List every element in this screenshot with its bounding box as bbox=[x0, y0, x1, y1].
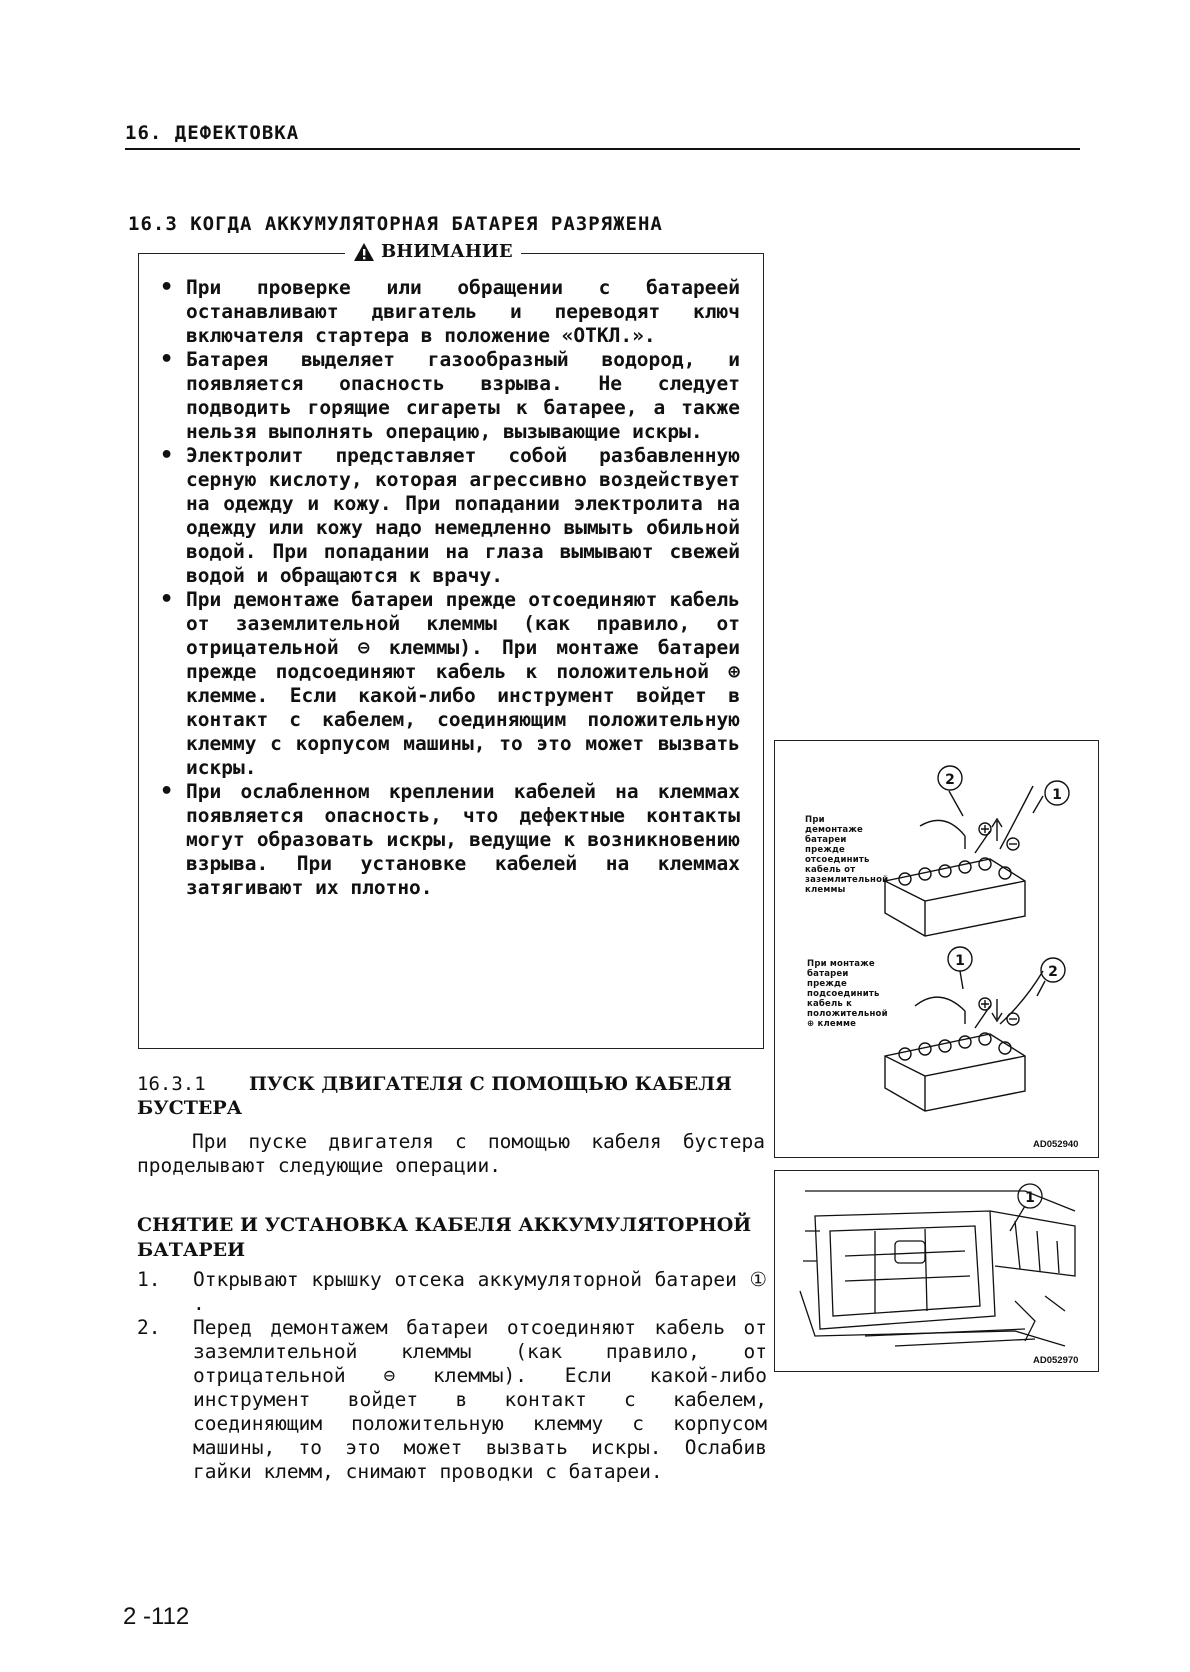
figure-code: AD052970 bbox=[1033, 1355, 1079, 1366]
procedure-step bbox=[137, 1268, 767, 1316]
warning-item: • При демонтаже батареи прежде отсоединяют кабель от заземлительной клеммы (как правило, от отрицательной ⊖ клеммы). При монтаже батареи прежде подсоединяют кабель к положительной ⊕ клемме. Если какой-либо инструмент войдет в контакт с кабелем, соединяющим положительную клемму с корпусом машины, то это может вызвать искры. bbox=[158, 588, 740, 780]
battery-cable-figure bbox=[774, 740, 1099, 1158]
subsection-title: ПУСК ДВИГАТЕЛЯ С ПОМОЩЬЮ КАБЕЛЯ БУСТЕРА bbox=[137, 1073, 732, 1119]
step-text: Перед демонтажем батареи отсоединяют кабель от заземлительной клеммы (как правило, от отрицательной ⊖ клеммы). Если какой-либо инструмент войдет в контакт с кабелем, соединяющим положительную клемму с корпусом машины, то это может вызвать искры. Ослабив гайки клемм, снимают проводки с батареи. bbox=[193, 1316, 767, 1483]
warning-item: • При проверке или обращении с батареей останавливают двигатель и переводят ключ включателя стартера в положение «ОТКЛ.». bbox=[158, 276, 740, 348]
step-number: 1. bbox=[137, 1268, 161, 1291]
warning-label: ВНИМАНИЕ bbox=[381, 241, 513, 262]
compartment-diagram bbox=[775, 1171, 1098, 1371]
warning-item: • Батарея выделяет газообразный водород, и появляется опасность взрыва. Не следует подводить горящие сигареты к батарее, а также нельзя выполнять операцию, вызывающие искры. bbox=[158, 348, 740, 444]
running-header: 16. ДЕФЕКТОВКА bbox=[125, 122, 300, 144]
procedure-steps bbox=[137, 1268, 767, 1484]
step-text: Открывают крышку отсека аккумуляторной батареи ① . bbox=[193, 1268, 767, 1315]
step-number: 2. bbox=[137, 1316, 161, 1339]
page-number: 2 -112 bbox=[123, 1603, 190, 1630]
figure-note-removal: При демонтаже батареи прежде отсоединить кабель от заземлительной клеммы bbox=[805, 815, 889, 895]
warning-heading bbox=[345, 241, 521, 262]
warning-item: • Электролит представляет собой разбавленную серную кислоту, которая агрессивно воздействует на одежду и кожу. При попадании электролита на одежду или кожу надо немедленно вымыть обильной водой. При попадании на глаза вымывают свежей водой и обращаются к врачу. bbox=[158, 444, 740, 588]
warning-triangle-icon bbox=[353, 242, 375, 262]
subsection-intro: При пуске двигателя с помощью кабеля бустера проделывают следующие операции. bbox=[137, 1130, 765, 1177]
procedure-step bbox=[137, 1316, 767, 1484]
figure-code: AD052940 bbox=[1033, 1139, 1079, 1150]
figure-note-install: При монтаже батареи прежде подсоединить кабель к положительной ⊕ клемме bbox=[807, 959, 888, 1029]
callout-label: 2 bbox=[945, 772, 955, 788]
warning-list bbox=[158, 276, 740, 900]
header-rule bbox=[125, 148, 1080, 150]
callout-label: 1 bbox=[955, 953, 965, 969]
battery-compartment-figure bbox=[774, 1170, 1099, 1372]
procedure-title: СНЯТИЕ И УСТАНОВКА КАБЕЛЯ АККУМУЛЯТОРНОЙ БАТАРЕИ bbox=[137, 1214, 752, 1261]
battery-diagram bbox=[775, 741, 1098, 1157]
callout-label: 1 bbox=[1052, 787, 1062, 803]
callout-label: 2 bbox=[1048, 964, 1058, 980]
section-title: 16.3 КОГДА АККУМУЛЯТОРНАЯ БАТАРЕЯ РАЗРЯЖЕНА bbox=[128, 213, 663, 235]
subsection-number: 16.3.1 bbox=[137, 1073, 206, 1095]
callout-label: 1 bbox=[1025, 1190, 1035, 1206]
battery-illustration-bottom bbox=[885, 971, 1043, 1111]
warning-item: • При ослабленном креплении кабелей на клеммах появляется опасность, что дефектные контакты могут образовать искры, ведущие к возникновению взрыва. При установке кабелей на клеммах затягивают их плотно. bbox=[158, 780, 740, 900]
subsection-heading bbox=[137, 1072, 737, 1120]
